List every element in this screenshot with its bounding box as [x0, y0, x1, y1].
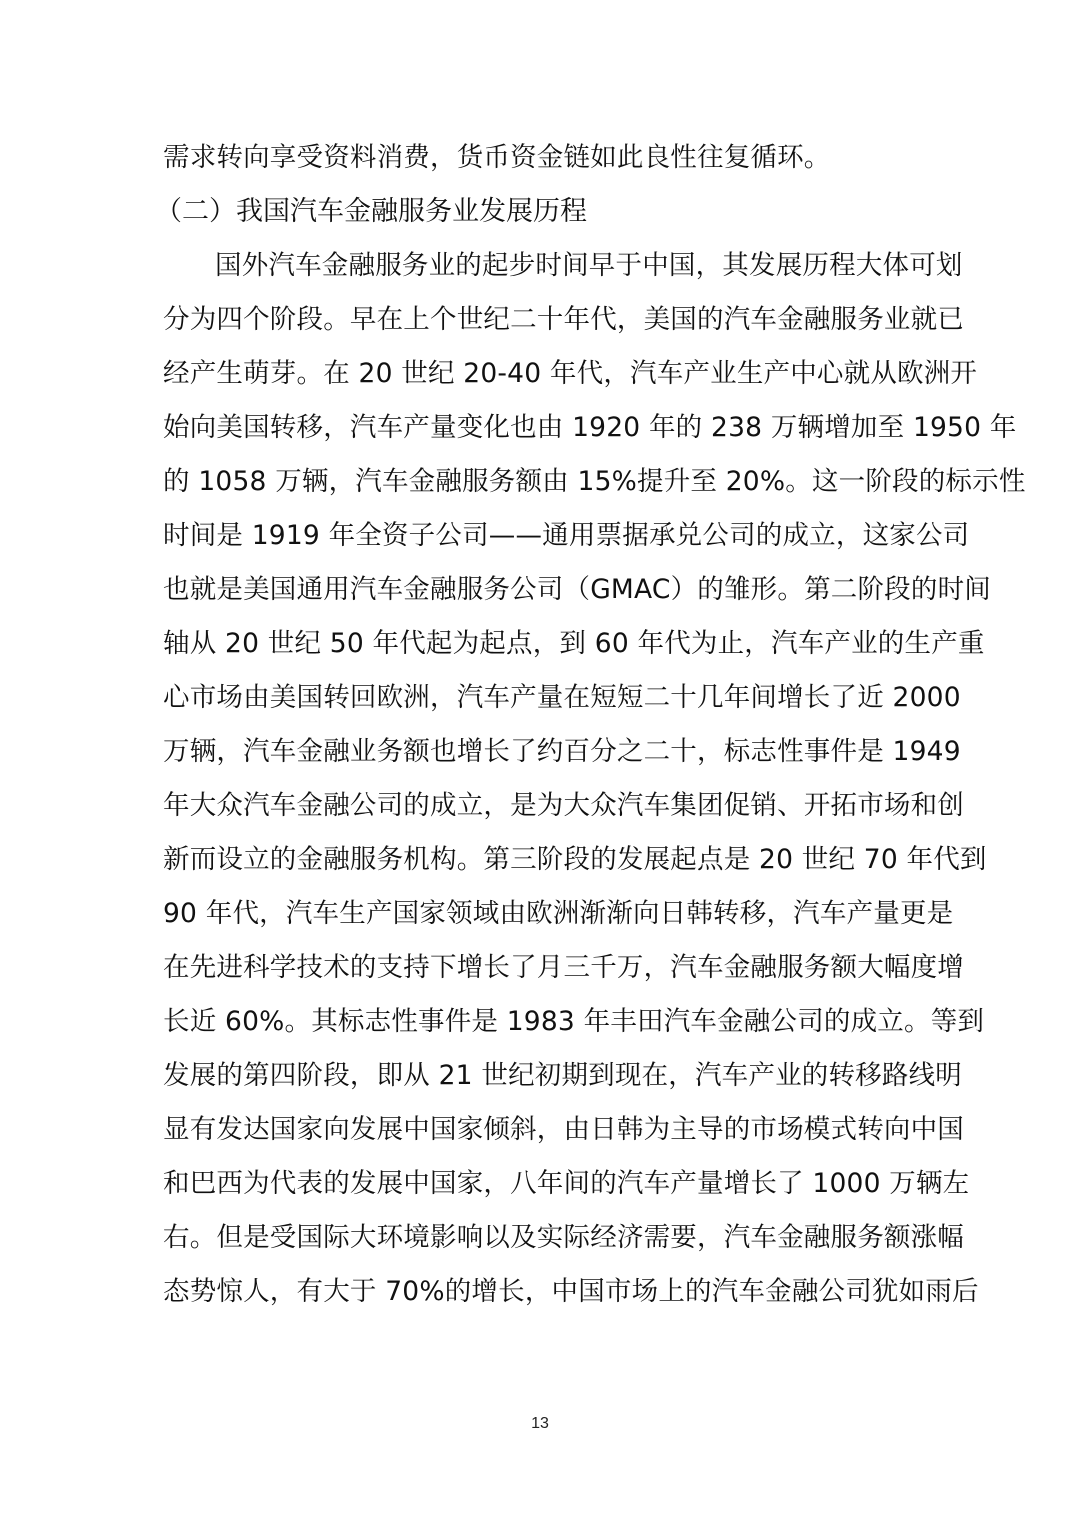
- section-heading: （二）我国汽车金融服务业发展历程: [155, 196, 587, 227]
- text-line: 长近 60%。其标志性事件是 1983 年丰田汽车金融公司的成立。等到: [163, 1006, 985, 1037]
- text-line: 右。但是受国际大环境影响以及实际经济需要，汽车金融服务额涨幅: [163, 1222, 964, 1253]
- text-line: 轴从 20 世纪 50 年代起为起点，到 60 年代为止，汽车产业的生产重: [163, 628, 985, 659]
- text-line: 心市场由美国转回欧洲，汽车产量在短短二十几年间增长了近 2000: [163, 682, 961, 713]
- text-line: 时间是 1919 年全资子公司——通用票据承兑公司的成立，这家公司: [163, 520, 970, 551]
- page-number: 13: [531, 1415, 549, 1432]
- text-line: 在先进科学技术的支持下增长了月三千万，汽车金融服务额大幅度增: [163, 952, 964, 983]
- text-line: 发展的第四阶段，即从 21 世纪初期到现在，汽车产业的转移路线明: [163, 1060, 962, 1091]
- text-line: 态势惊人，有大于 70%的增长，中国市场上的汽车金融公司犹如雨后: [163, 1276, 979, 1307]
- text-line: 需求转向享受资料消费，货币资金链如此良性往复循环。: [163, 142, 831, 173]
- text-line: 经产生萌芽。在 20 世纪 20-40 年代，汽车产业生产中心就从欧洲开: [163, 358, 978, 389]
- text-line: 也就是美国通用汽车金融服务公司（GMAC）的雏形。第二阶段的时间: [163, 574, 991, 605]
- text-line: 新而设立的金融服务机构。第三阶段的发展起点是 20 世纪 70 年代到: [163, 844, 987, 875]
- text-line: 的 1058 万辆，汽车金融服务额由 15%提升至 20%。这一阶段的标示性: [163, 466, 1026, 497]
- page-content: [155, 138, 1026, 1326]
- text-line: 分为四个阶段。早在上个世纪二十年代，美国的汽车金融服务业就已: [163, 304, 964, 335]
- body-paragraph: [163, 246, 1026, 1326]
- text-line: 始向美国转移，汽车产量变化也由 1920 年的 238 万辆增加至 1950 年: [163, 412, 1017, 443]
- text-line: 国外汽车金融服务业的起步时间早于中国，其发展历程大体可划: [215, 250, 963, 281]
- text-line: 万辆，汽车金融业务额也增长了约百分之二十，标志性事件是 1949: [163, 736, 961, 767]
- text-line: 显有发达国家向发展中国家倾斜，由日韩为主导的市场模式转向中国: [163, 1114, 964, 1145]
- text-line: 年大众汽车金融公司的成立，是为大众汽车集团促销、开拓市场和创: [163, 790, 964, 821]
- text-line: 和巴西为代表的发展中国家，八年间的汽车产量增长了 1000 万辆左: [163, 1168, 970, 1199]
- text-line: 90 年代，汽车生产国家领域由欧洲渐渐向日韩转移，汽车产量更是: [163, 898, 954, 929]
